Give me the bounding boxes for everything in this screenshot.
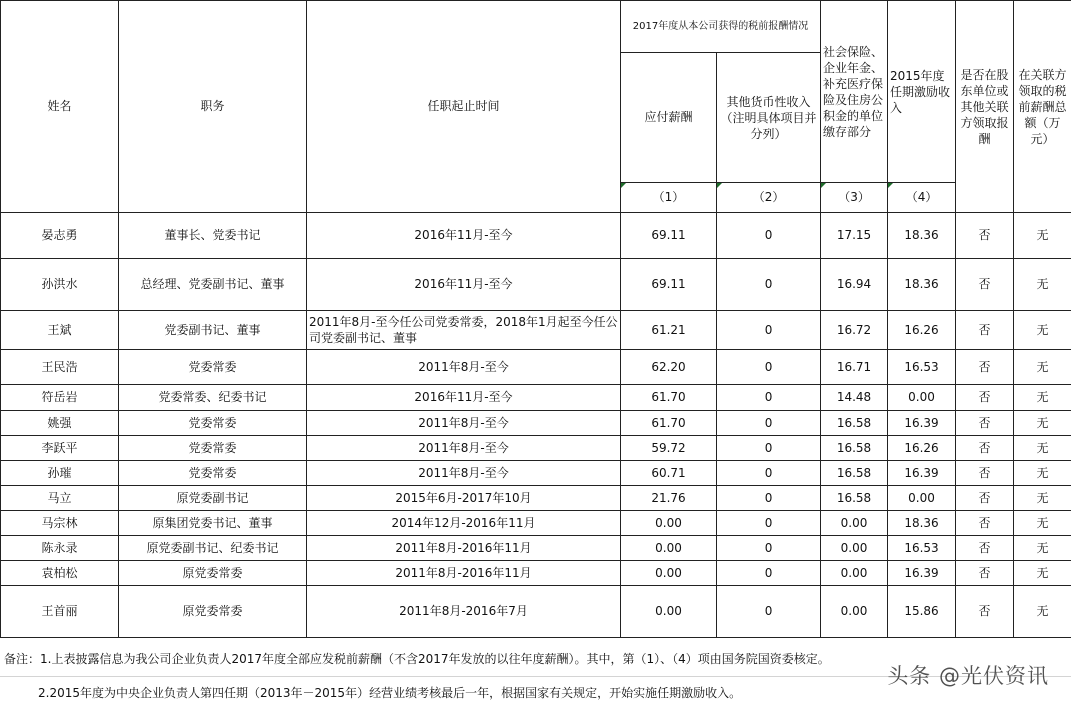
cell-other: 0 [717,486,821,511]
cell-flag: 否 [956,411,1014,436]
cell-position: 董事长、党委书记 [119,213,307,259]
table-row [1,511,1071,536]
cell-flag: 否 [956,213,1014,259]
table-row [1,461,1071,486]
cell-name: 孙洪水 [1,259,119,311]
cell-other: 0 [717,385,821,411]
cell-insurance: 16.71 [821,350,888,385]
cell-other: 0 [717,511,821,536]
cell-incentive: 0.00 [888,385,956,411]
cell-salary: 69.11 [621,259,717,311]
cell-total: 无 [1014,511,1071,536]
cell-other: 0 [717,436,821,461]
cell-flag: 否 [956,436,1014,461]
watermark: 头条 @光伏资讯 [887,664,1049,688]
cell-position: 原集团党委书记、董事 [119,511,307,536]
cell-position: 党委常委、纪委书记 [119,385,307,411]
cell-name: 王民浩 [1,350,119,385]
table-row [1,213,1071,259]
cell-term: 2011年8月-至今任公司党委常委，2018年1月起至今任公司党委副书记、董事 [307,311,621,350]
cell-flag: 否 [956,536,1014,561]
cell-term: 2011年8月-2016年11月 [307,536,621,561]
cell-position: 党委副书记、董事 [119,311,307,350]
header-idx3: （3） [821,183,888,213]
cell-insurance: 17.15 [821,213,888,259]
cell-salary: 61.70 [621,411,717,436]
cell-incentive: 16.39 [888,561,956,586]
cell-term: 2016年11月-至今 [307,213,621,259]
cell-position: 党委常委 [119,350,307,385]
cell-other: 0 [717,536,821,561]
table-row [1,486,1071,511]
cell-name: 符岳岩 [1,385,119,411]
cell-total: 无 [1014,350,1071,385]
cell-insurance: 14.48 [821,385,888,411]
cell-incentive: 16.39 [888,411,956,436]
cell-name: 晏志勇 [1,213,119,259]
table-row [1,561,1071,586]
cell-term: 2011年8月-至今 [307,461,621,486]
header-salary: 应付薪酬 [621,53,717,183]
cell-other: 0 [717,586,821,638]
cell-insurance: 16.58 [821,436,888,461]
cell-salary: 0.00 [621,561,717,586]
table-row [1,411,1071,436]
note-line-1: 备注：1.上表披露信息为我公司企业负责人2017年度全部应发税前薪酬（不含2017年发放的以往年度薪酬）。其中，第（1）、（4）项由国务院国资委核定。 [4,652,830,666]
cell-total: 无 [1014,486,1071,511]
header-name: 姓名 [1,1,119,213]
cell-salary: 60.71 [621,461,717,486]
cell-term: 2014年12月-2016年11月 [307,511,621,536]
cell-term: 2011年8月-至今 [307,350,621,385]
header-related-flag: 是否在股东单位或其他关联方领取报酬 [956,1,1014,213]
cell-incentive: 18.36 [888,511,956,536]
table-row [1,350,1071,385]
cell-insurance: 16.58 [821,486,888,511]
cell-term: 2011年8月-至今 [307,411,621,436]
cell-name: 李跃平 [1,436,119,461]
cell-incentive: 16.39 [888,461,956,486]
cell-incentive: 16.53 [888,350,956,385]
note-line-2: 2.2015年度为中央企业负责人第四任期（2013年－2015年）经营业绩考核最后一年，根据国家有关规定，开始实施任期激励收入。 [38,686,742,700]
cell-total: 无 [1014,561,1071,586]
cell-name: 王首丽 [1,586,119,638]
cell-insurance: 0.00 [821,586,888,638]
cell-total: 无 [1014,311,1071,350]
cell-term: 2011年8月-2016年11月 [307,561,621,586]
cell-salary: 0.00 [621,586,717,638]
cell-name: 陈永录 [1,536,119,561]
table-row [1,311,1071,350]
cell-incentive: 15.86 [888,586,956,638]
cell-salary: 61.70 [621,385,717,411]
cell-insurance: 16.58 [821,411,888,436]
header-idx4: （4） [888,183,956,213]
cell-insurance: 16.72 [821,311,888,350]
cell-position: 原党委副书记、纪委书记 [119,536,307,561]
cell-term: 2011年8月-2016年7月 [307,586,621,638]
cell-term: 2016年11月-至今 [307,259,621,311]
cell-incentive: 16.26 [888,436,956,461]
cell-total: 无 [1014,586,1071,638]
cell-name: 马宗林 [1,511,119,536]
cell-name: 马立 [1,486,119,511]
cell-other: 0 [717,311,821,350]
cell-flag: 否 [956,311,1014,350]
table-row [1,259,1071,311]
cell-flag: 否 [956,486,1014,511]
cell-term: 2015年6月-2017年10月 [307,486,621,511]
cell-flag: 否 [956,461,1014,486]
cell-other: 0 [717,350,821,385]
cell-other: 0 [717,411,821,436]
table-row [1,586,1071,638]
cell-other: 0 [717,561,821,586]
cell-incentive: 18.36 [888,259,956,311]
cell-flag: 否 [956,511,1014,536]
cell-incentive: 0.00 [888,486,956,511]
header-position: 职务 [119,1,307,213]
cell-position: 党委常委 [119,461,307,486]
cell-name: 姚强 [1,411,119,436]
cell-flag: 否 [956,259,1014,311]
cell-total: 无 [1014,213,1071,259]
cell-flag: 否 [956,586,1014,638]
header-insurance: 社会保险、企业年金、补充医疗保险及住房公积金的单位缴存部分 [821,1,888,183]
cell-salary: 61.21 [621,311,717,350]
cell-salary: 0.00 [621,536,717,561]
cell-name: 孙璀 [1,461,119,486]
cell-salary: 59.72 [621,436,717,461]
cell-salary: 21.76 [621,486,717,511]
cell-other: 0 [717,213,821,259]
cell-salary: 69.11 [621,213,717,259]
cell-salary: 0.00 [621,511,717,536]
cell-insurance: 16.94 [821,259,888,311]
header-incentive: 2015年度任期激励收入 [888,1,956,183]
cell-name: 王斌 [1,311,119,350]
cell-other: 0 [717,461,821,486]
cell-position: 原党委常委 [119,561,307,586]
cell-total: 无 [1014,385,1071,411]
cell-flag: 否 [956,350,1014,385]
cell-insurance: 0.00 [821,561,888,586]
cell-other: 0 [717,259,821,311]
cell-total: 无 [1014,461,1071,486]
header-idx2: （2） [717,183,821,213]
cell-flag: 否 [956,385,1014,411]
header-other-income: 其他货币性收入（注明具体项目并分列） [717,53,821,183]
cell-position: 党委常委 [119,411,307,436]
cell-total: 无 [1014,536,1071,561]
cell-position: 党委常委 [119,436,307,461]
table-row [1,536,1071,561]
cell-term: 2016年11月-至今 [307,385,621,411]
cell-total: 无 [1014,259,1071,311]
header-related-total: 在关联方领取的税前薪酬总额（万元） [1014,1,1071,213]
table-row [1,385,1071,411]
cell-salary: 62.20 [621,350,717,385]
cell-total: 无 [1014,436,1071,461]
cell-incentive: 16.53 [888,536,956,561]
cell-insurance: 16.58 [821,461,888,486]
cell-incentive: 18.36 [888,213,956,259]
header-term: 任职起止时间 [307,1,621,213]
cell-incentive: 16.26 [888,311,956,350]
cell-term: 2011年8月-至今 [307,436,621,461]
header-group: 2017年度从本公司获得的税前报酬情况 [621,1,821,53]
cell-total: 无 [1014,411,1071,436]
cell-position: 总经理、党委副书记、董事 [119,259,307,311]
cell-position: 原党委副书记 [119,486,307,511]
cell-insurance: 0.00 [821,511,888,536]
cell-flag: 否 [956,561,1014,586]
cell-insurance: 0.00 [821,536,888,561]
cell-name: 袁柏松 [1,561,119,586]
header-idx1: （1） [621,183,717,213]
cell-position: 原党委常委 [119,586,307,638]
table-row [1,436,1071,461]
